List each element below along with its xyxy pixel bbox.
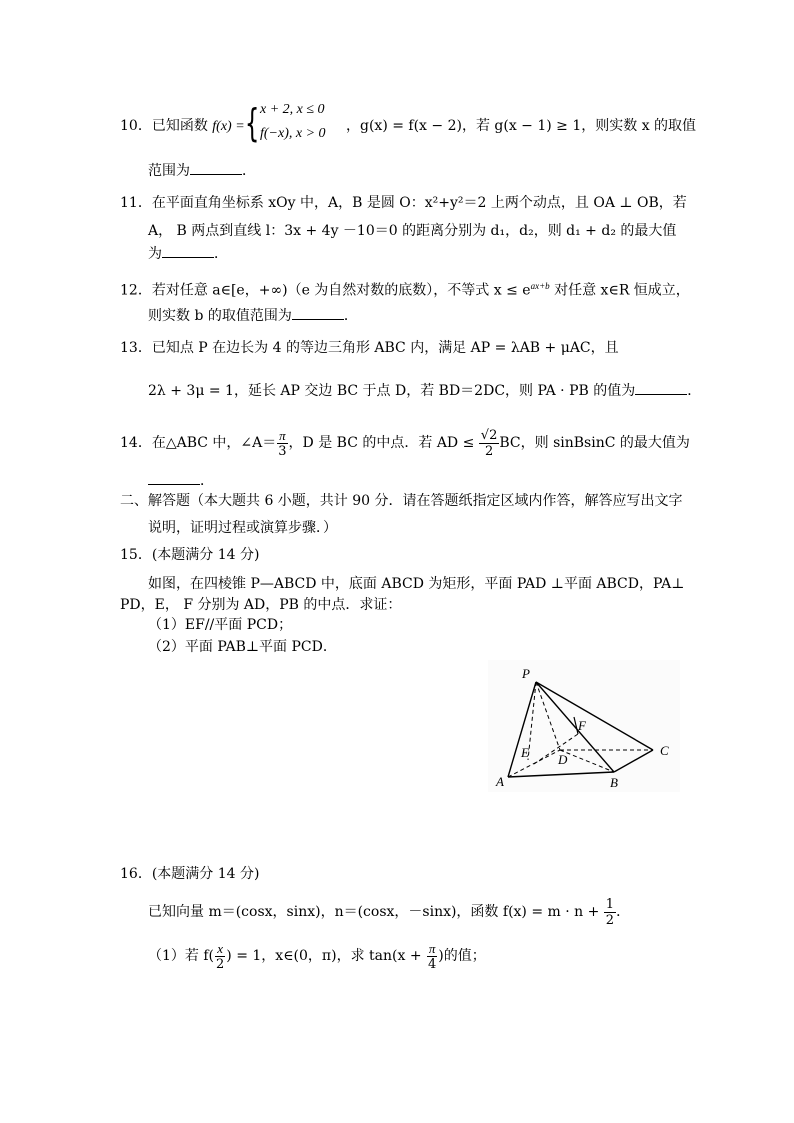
- q10-case2: f(−x), x > 0: [260, 126, 326, 141]
- q13-line2: 2λ + 3μ = 1，延长 AP 交边 BC 于点 D，若 BD＝2DC，则 PA · PB 的值为 ．: [148, 380, 701, 401]
- q14-line1: [120, 420, 690, 466]
- frac-den: 3: [278, 443, 287, 459]
- q10-gx: ，g(x) = f(x − 2)，若 g(x − 1) ≥ 1，则实数 x 的取值: [346, 118, 697, 134]
- frac-den: 2: [484, 443, 494, 459]
- q14-c: BC，则 sinBsinC 的最大值为: [499, 435, 690, 451]
- answer-blank: [148, 470, 200, 485]
- q13-line2-text: 2λ + 3μ = 1，延长 AP 交边 BC 于点 D，若 BD＝2DC，则 PA · PB 的值为: [148, 383, 636, 399]
- q11-line2: A， B 两点到直线 l：3x + 4y －10＝0 的距离分别为 d₁，d₂，则 d₁ + d₂ 的最大值: [148, 223, 677, 239]
- q15-header: 15．(本题满分 14 分): [120, 547, 260, 563]
- q11-line1: 11．在平面直角坐标系 xOy 中，A，B 是圆 O：x²+y²＝2 上两个动点，且 OA ⊥ OB，若: [120, 195, 687, 211]
- q16-item1b: ) = 1，x∈(0，π)，求 tan(x +: [226, 948, 427, 964]
- q10-fx: f(x) =: [212, 119, 245, 134]
- label-E: E: [521, 745, 529, 760]
- frac-num: x: [217, 940, 224, 956]
- frac-num: √2: [480, 427, 498, 443]
- frac-num: π: [428, 940, 436, 956]
- q11-line3-text: 为: [148, 246, 162, 262]
- frac-num: π: [279, 427, 286, 443]
- q12-line1b: 对任意 x∈R 恒成立，: [549, 282, 690, 299]
- label-F: F: [578, 718, 586, 733]
- q12-line2: 则实数 b 的取值范围为 ．: [148, 305, 358, 326]
- q12-exponent: ax+b: [530, 281, 550, 291]
- q15-line2: PD，E， F 分别为 AD，PB 的中点．求证：: [120, 597, 402, 613]
- q16-line1a: 已知向量 m＝(cosx，sinx)，n＝(cosx，－sinx)，函数 f(x) = m · n +: [148, 904, 604, 920]
- label-B: B: [610, 775, 618, 790]
- q16-line1: 已知向量 m＝(cosx，sinx)，n＝(cosx，－sinx)，函数 f(x) = m · n + $\frac{1}{2}$ ．: [148, 896, 631, 928]
- label-P: P: [522, 666, 530, 681]
- q15-line1: 如图，在四棱锥 P—ABCD 中，底面 ABCD 为矩形，平面 PAD ⊥平面 ABCD，PA⊥: [148, 576, 685, 592]
- q16-x-over-2: [214, 941, 226, 972]
- q16-item1c: )的值；: [438, 948, 486, 964]
- q12-line1: [120, 276, 690, 301]
- q12-line2-text: 则实数 b 的取值范围为: [148, 308, 292, 324]
- q14-b: ，D 是 BC 的中点．若 AD ≤: [288, 435, 479, 451]
- q15-item1: （1）EF//平面 PCD；: [148, 617, 293, 633]
- q10-case1: x + 2, x ≤ 0: [260, 102, 325, 117]
- q16-pi-over-4: [426, 941, 438, 972]
- q14-a: 14．在△ABC 中，∠A＝: [120, 435, 277, 451]
- q11-line3: 为 ．: [148, 243, 228, 264]
- q16-half: [604, 897, 616, 928]
- frac-den: 4: [428, 956, 437, 972]
- q12-line1a: 12．若对任意 a∈[e，+∞)（e 为自然对数的底数），不等式 x ≤ e: [120, 282, 531, 299]
- frac-num: 1: [605, 896, 615, 912]
- frac-den: 2: [216, 956, 225, 972]
- q10-line2: 范围为 ．: [148, 160, 256, 181]
- pyramid-figure: [488, 660, 680, 792]
- label-A: A: [496, 774, 504, 789]
- q14-sqrt2-over-2: [479, 428, 500, 459]
- answer-blank: [635, 380, 687, 395]
- label-C: C: [660, 743, 669, 758]
- q10-line1: [120, 116, 245, 137]
- q10-lead: 10．已知函数: [120, 118, 208, 134]
- q14-pi-over-3: [276, 428, 288, 459]
- label-D: D: [558, 752, 568, 767]
- section2-line2: 说明，证明过程或演算步骤．）: [148, 520, 337, 536]
- q16-item1: [148, 934, 486, 978]
- frac-den: 2: [605, 912, 615, 928]
- brace-icon: {: [244, 101, 260, 145]
- answer-blank: [292, 305, 344, 320]
- q13-line1: 13．已知点 P 在边长为 4 的等边三角形 ABC 内，满足 AP = λAB + μAC，且: [120, 340, 619, 356]
- section2-line1: 二、解答题（本大题共 6 小题，共计 90 分．请在答题纸指定区域内作答，解答应写出文字: [120, 493, 683, 509]
- answer-blank: [162, 243, 214, 258]
- q14-line2: ．: [148, 470, 214, 491]
- q16-header: 16．(本题满分 14 分): [120, 866, 260, 882]
- q10-line2-text: 范围为: [148, 163, 190, 179]
- q15-item2: （2）平面 PAB⊥平面 PCD．: [148, 639, 337, 655]
- answer-blank: [190, 160, 242, 175]
- q16-item1a: （1）若 f(: [148, 948, 215, 964]
- q10-piecewise: [244, 100, 348, 148]
